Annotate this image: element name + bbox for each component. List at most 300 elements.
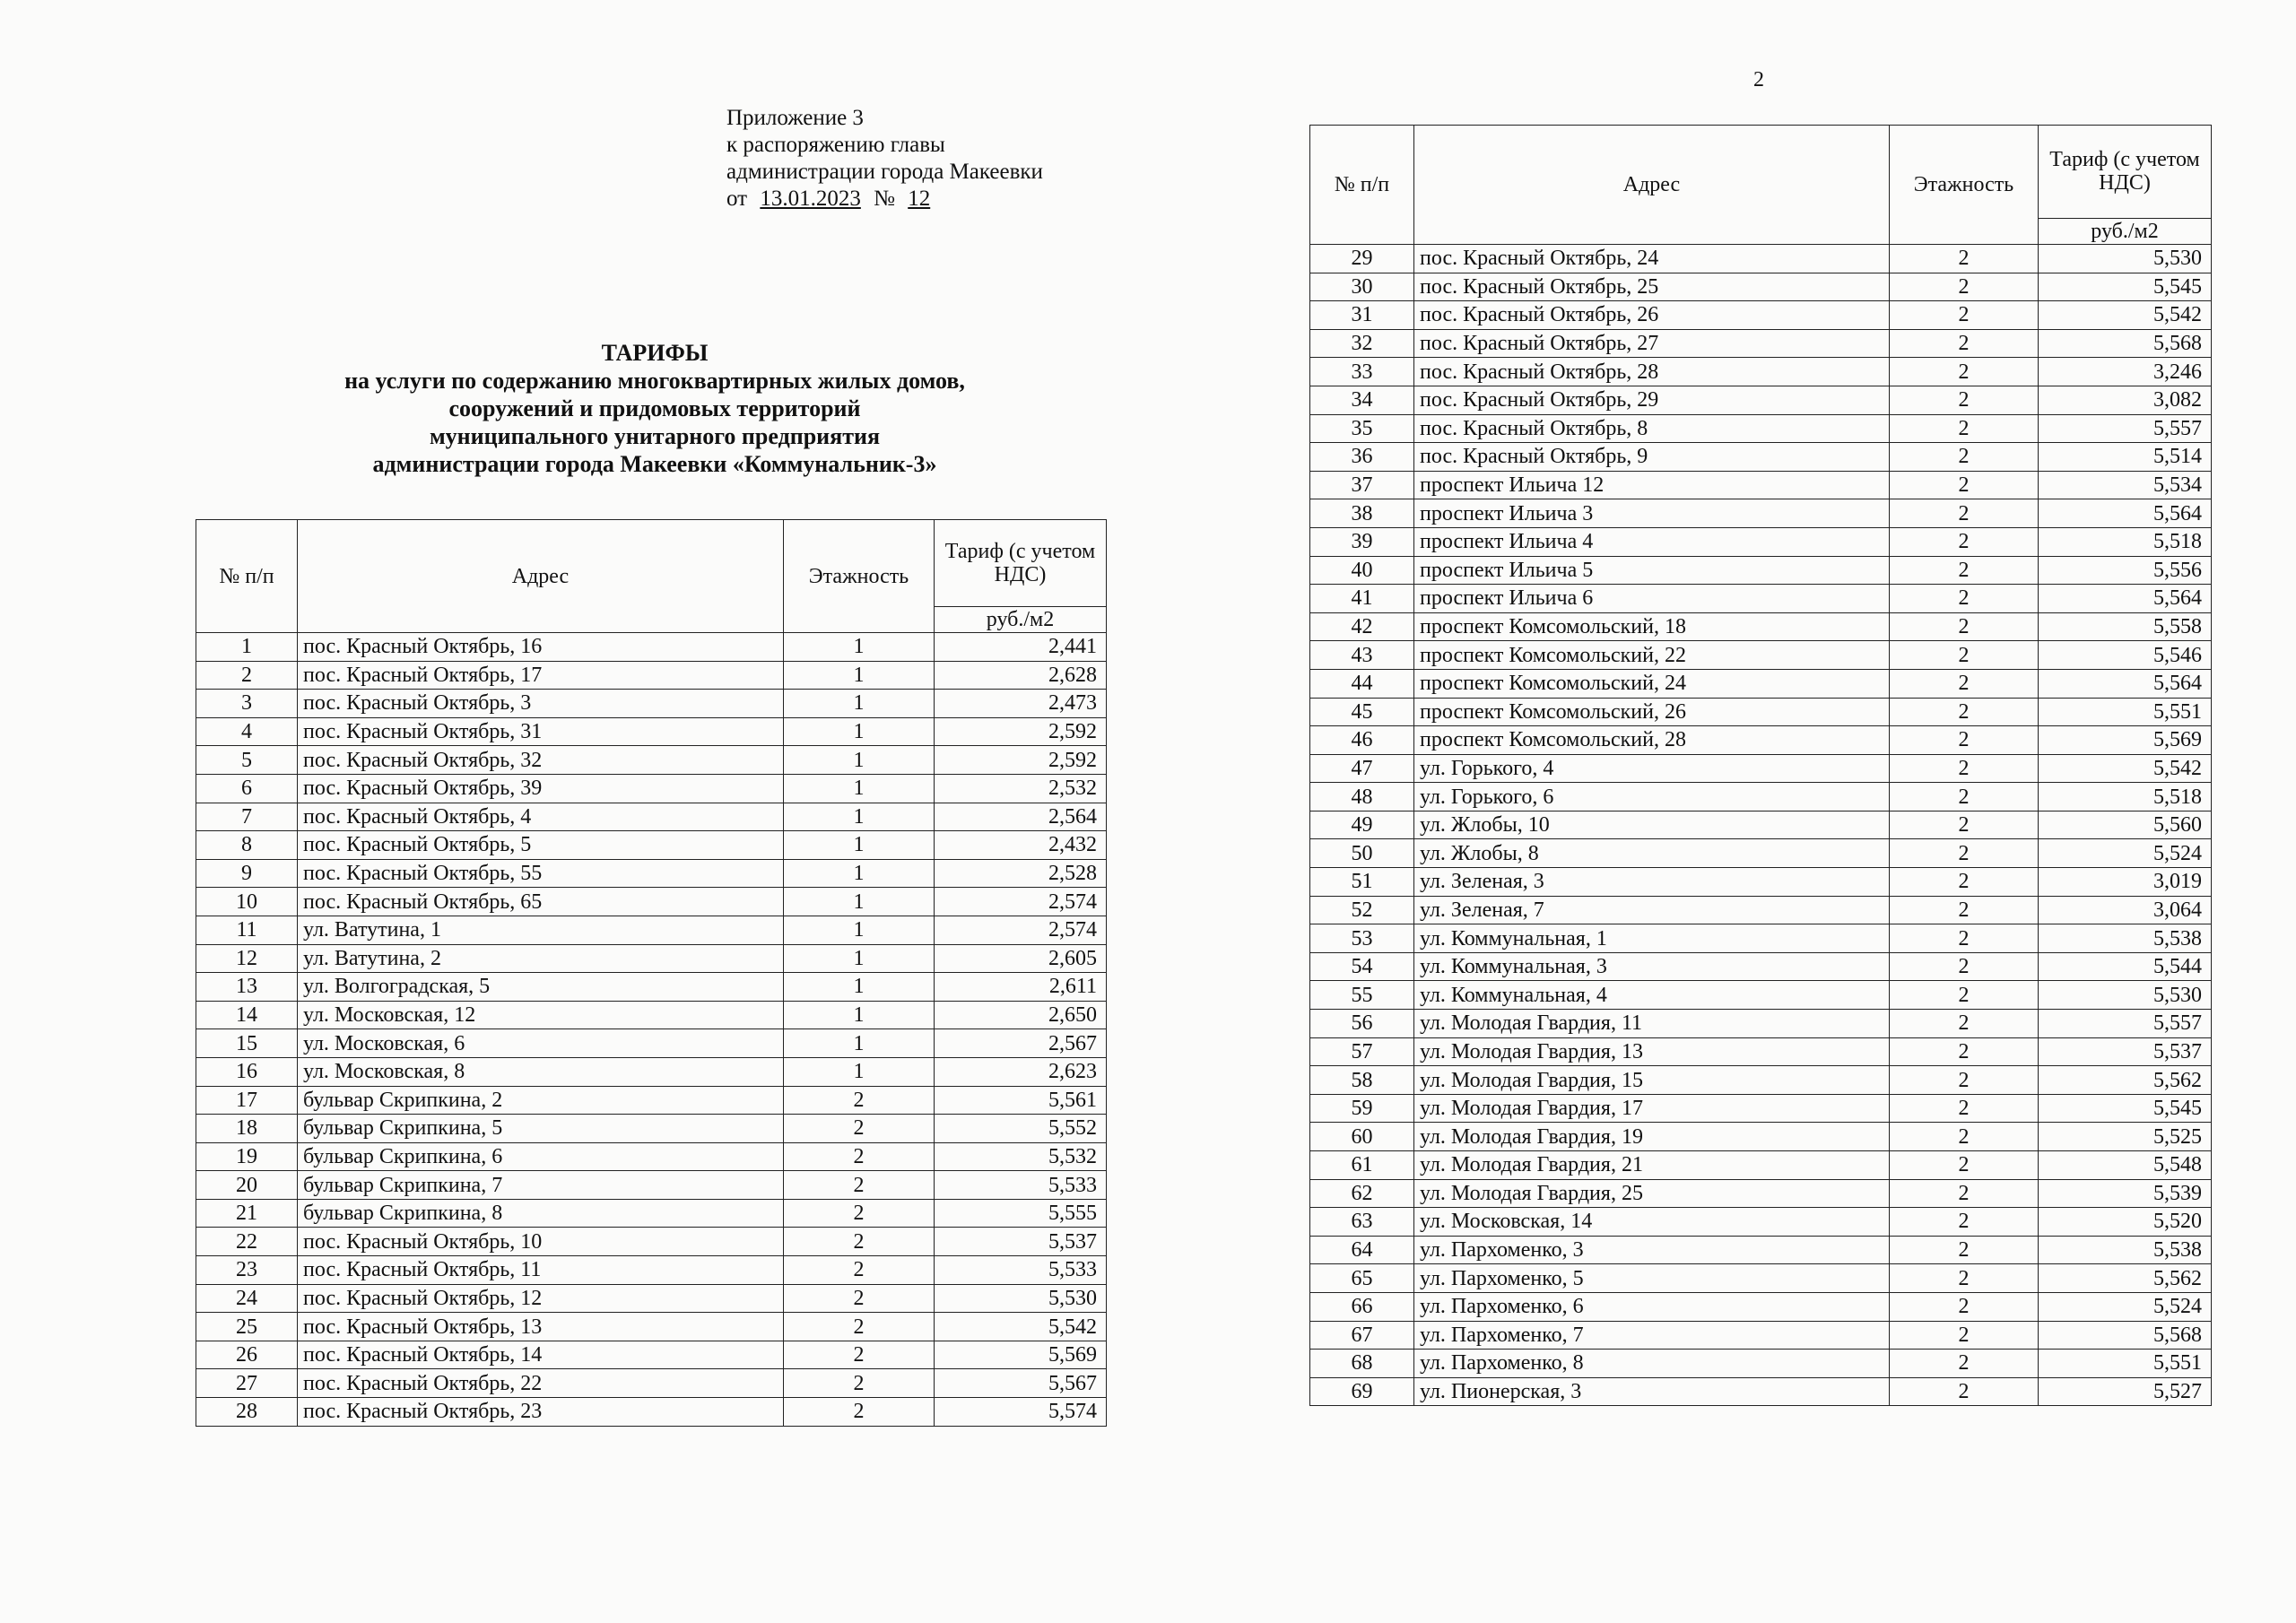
table-row — [196, 1313, 1107, 1341]
row-tariff: 2,432 — [935, 831, 1107, 860]
row-address: ул. Коммунальная, 4 — [1414, 981, 1890, 1010]
row-tariff: 5,545 — [2039, 1094, 2212, 1123]
row-address: ул. Московская, 14 — [1414, 1208, 1890, 1237]
row-tariff: 5,518 — [2039, 527, 2212, 556]
row-address: пос. Красный Октябрь, 9 — [1414, 443, 1890, 472]
row-tariff: 5,534 — [2039, 471, 2212, 499]
row-floors: 1 — [784, 1001, 935, 1029]
row-floors: 2 — [1890, 556, 2039, 585]
row-tariff: 2,592 — [935, 746, 1107, 775]
table-row — [196, 1341, 1107, 1369]
row-tariff: 5,530 — [2039, 981, 2212, 1010]
row-address: проспект Комсомольский, 22 — [1414, 641, 1890, 670]
row-tariff: 5,546 — [2039, 641, 2212, 670]
row-tariff: 2,473 — [935, 690, 1107, 718]
document-title — [296, 339, 1013, 478]
row-number: 22 — [196, 1228, 298, 1256]
row-floors: 1 — [784, 717, 935, 746]
table-body-page-1 — [196, 633, 1107, 1427]
row-tariff: 5,569 — [935, 1341, 1107, 1369]
table-row — [196, 1057, 1107, 1086]
row-address: пос. Красный Октябрь, 17 — [298, 661, 784, 690]
row-tariff: 2,574 — [935, 916, 1107, 944]
row-address: ул. Пархоменко, 5 — [1414, 1264, 1890, 1293]
row-floors: 2 — [1890, 1264, 2039, 1293]
row-number: 45 — [1310, 698, 1414, 726]
row-floors: 2 — [784, 1256, 935, 1285]
table-row — [1310, 698, 2212, 726]
table-row — [1310, 273, 2212, 301]
row-address: ул. Московская, 8 — [298, 1057, 784, 1086]
row-tariff: 2,574 — [935, 888, 1107, 916]
row-floors: 2 — [1890, 443, 2039, 472]
row-address: ул. Молодая Гвардия, 19 — [1414, 1123, 1890, 1151]
title-line-1: ТАРИФЫ — [601, 340, 709, 366]
row-number: 64 — [1310, 1236, 1414, 1264]
row-address: пос. Красный Октябрь, 26 — [1414, 301, 1890, 330]
row-floors: 2 — [1890, 471, 2039, 499]
row-address: ул. Молодая Гвардия, 15 — [1414, 1066, 1890, 1095]
row-address: ул. Коммунальная, 3 — [1414, 952, 1890, 981]
row-floors: 2 — [1890, 698, 2039, 726]
row-address: пос. Красный Октябрь, 12 — [298, 1284, 784, 1313]
row-floors: 2 — [1890, 1321, 2039, 1350]
table-row — [1310, 1151, 2212, 1180]
row-tariff: 5,542 — [2039, 301, 2212, 330]
row-address: ул. Московская, 6 — [298, 1029, 784, 1058]
table-row — [1310, 1037, 2212, 1066]
row-floors: 2 — [1890, 896, 2039, 924]
row-floors: 2 — [784, 1171, 935, 1200]
row-tariff: 5,562 — [2039, 1264, 2212, 1293]
table-row — [1310, 981, 2212, 1010]
row-number: 13 — [196, 973, 298, 1002]
row-address: пос. Красный Октябрь, 13 — [298, 1313, 784, 1341]
row-tariff: 3,082 — [2039, 386, 2212, 414]
row-tariff: 5,533 — [935, 1171, 1107, 1200]
row-tariff: 5,538 — [2039, 924, 2212, 953]
row-floors: 2 — [1890, 981, 2039, 1010]
page-2 — [1148, 0, 2296, 1623]
table-row — [1310, 1066, 2212, 1095]
row-floors: 1 — [784, 803, 935, 831]
row-number: 69 — [1310, 1377, 1414, 1406]
row-address: ул. Жлобы, 8 — [1414, 839, 1890, 868]
row-number: 3 — [196, 690, 298, 718]
col-header-unit: руб./м2 — [935, 607, 1107, 633]
table-row — [1310, 471, 2212, 499]
title-line-4: муниципального унитарного предприятия — [429, 423, 881, 449]
row-tariff: 2,564 — [935, 803, 1107, 831]
row-tariff: 5,532 — [935, 1142, 1107, 1171]
row-floors: 1 — [784, 661, 935, 690]
table-body-page-2 — [1310, 245, 2212, 1406]
row-number: 50 — [1310, 839, 1414, 868]
row-number: 18 — [196, 1115, 298, 1143]
table-row — [1310, 896, 2212, 924]
table-row — [1310, 301, 2212, 330]
row-address: ул. Пархоменко, 3 — [1414, 1236, 1890, 1264]
row-address: пос. Красный Октябрь, 65 — [298, 888, 784, 916]
row-number: 47 — [1310, 754, 1414, 783]
row-address: ул. Молодая Гвардия, 21 — [1414, 1151, 1890, 1180]
row-number: 41 — [1310, 585, 1414, 613]
row-number: 43 — [1310, 641, 1414, 670]
row-address: пос. Красный Октябрь, 3 — [298, 690, 784, 718]
row-tariff: 5,537 — [2039, 1037, 2212, 1066]
row-floors: 2 — [1890, 1123, 2039, 1151]
table-row — [196, 803, 1107, 831]
row-floors: 2 — [1890, 924, 2039, 953]
table-row — [1310, 811, 2212, 839]
row-number: 33 — [1310, 358, 1414, 386]
row-number: 24 — [196, 1284, 298, 1313]
table-row — [1310, 527, 2212, 556]
table-row — [196, 690, 1107, 718]
table-row — [196, 1115, 1107, 1143]
row-number: 17 — [196, 1086, 298, 1115]
row-floors: 2 — [1890, 245, 2039, 273]
row-address: ул. Зеленая, 3 — [1414, 868, 1890, 897]
table-row — [1310, 952, 2212, 981]
table-row — [196, 1171, 1107, 1200]
row-address: пос. Красный Октябрь, 23 — [298, 1398, 784, 1427]
row-number: 40 — [1310, 556, 1414, 585]
row-floors: 2 — [1890, 1010, 2039, 1038]
row-number: 1 — [196, 633, 298, 662]
row-address: бульвар Скрипкина, 8 — [298, 1199, 784, 1228]
appendix-order-ref: к распоряжению главы — [726, 133, 945, 157]
table-row — [196, 717, 1107, 746]
table-row — [1310, 839, 2212, 868]
row-address: пос. Красный Октябрь, 27 — [1414, 329, 1890, 358]
row-number: 26 — [196, 1341, 298, 1369]
table-row — [196, 746, 1107, 775]
row-tariff: 3,019 — [2039, 868, 2212, 897]
row-floors: 2 — [1890, 1037, 2039, 1066]
row-tariff: 5,560 — [2039, 811, 2212, 839]
table-row — [1310, 1236, 2212, 1264]
row-floors: 1 — [784, 746, 935, 775]
tariff-table-page-2 — [1309, 125, 2212, 1406]
row-tariff: 2,592 — [935, 717, 1107, 746]
table-row — [1310, 924, 2212, 953]
row-tariff: 5,568 — [2039, 329, 2212, 358]
row-number: 49 — [1310, 811, 1414, 839]
table-row — [1310, 641, 2212, 670]
table-row — [1310, 754, 2212, 783]
title-line-5: администрации города Макеевки «Коммунальник-3» — [372, 451, 937, 477]
row-address: ул. Жлобы, 10 — [1414, 811, 1890, 839]
row-address: ул. Молодая Гвардия, 11 — [1414, 1010, 1890, 1038]
row-number: 42 — [1310, 612, 1414, 641]
row-number: 63 — [1310, 1208, 1414, 1237]
table-row — [1310, 1208, 2212, 1237]
row-number: 10 — [196, 888, 298, 916]
table-row — [1310, 585, 2212, 613]
row-number: 8 — [196, 831, 298, 860]
table-row — [1310, 443, 2212, 472]
col-header-unit: руб./м2 — [2039, 218, 2212, 244]
row-floors: 2 — [1890, 1179, 2039, 1208]
row-floors: 1 — [784, 774, 935, 803]
table-row — [196, 1029, 1107, 1058]
row-floors: 2 — [1890, 1066, 2039, 1095]
row-floors: 2 — [1890, 1350, 2039, 1378]
row-number: 37 — [1310, 471, 1414, 499]
row-number: 60 — [1310, 1123, 1414, 1151]
table-row — [196, 944, 1107, 973]
row-address: проспект Ильича 12 — [1414, 471, 1890, 499]
row-number: 21 — [196, 1199, 298, 1228]
row-address: проспект Комсомольский, 28 — [1414, 726, 1890, 755]
row-number: 19 — [196, 1142, 298, 1171]
row-address: ул. Пархоменко, 7 — [1414, 1321, 1890, 1350]
row-address: пос. Красный Октябрь, 25 — [1414, 273, 1890, 301]
row-address: проспект Комсомольский, 24 — [1414, 669, 1890, 698]
row-floors: 1 — [784, 831, 935, 860]
table-row — [1310, 612, 2212, 641]
title-line-3: сооружений и придомовых территорий — [448, 395, 861, 421]
table-row — [196, 1256, 1107, 1285]
row-floors: 2 — [1890, 952, 2039, 981]
row-floors: 2 — [1890, 868, 2039, 897]
row-address: ул. Молодая Гвардия, 13 — [1414, 1037, 1890, 1066]
row-address: ул. Горького, 4 — [1414, 754, 1890, 783]
row-address: пос. Красный Октябрь, 24 — [1414, 245, 1890, 273]
appendix-header — [726, 105, 1043, 213]
table-row — [1310, 1179, 2212, 1208]
row-tariff: 5,564 — [2039, 585, 2212, 613]
row-floors: 2 — [1890, 499, 2039, 528]
row-number: 55 — [1310, 981, 1414, 1010]
row-tariff: 5,555 — [935, 1199, 1107, 1228]
table-row — [196, 633, 1107, 662]
row-floors: 2 — [1890, 301, 2039, 330]
row-address: проспект Комсомольский, 26 — [1414, 698, 1890, 726]
row-tariff: 5,567 — [935, 1369, 1107, 1398]
row-floors: 2 — [1890, 358, 2039, 386]
row-address: проспект Комсомольский, 18 — [1414, 612, 1890, 641]
row-floors: 2 — [784, 1341, 935, 1369]
row-number: 7 — [196, 803, 298, 831]
row-address: проспект Ильича 4 — [1414, 527, 1890, 556]
row-tariff: 5,542 — [2039, 754, 2212, 783]
row-tariff: 5,556 — [2039, 556, 2212, 585]
row-number: 16 — [196, 1057, 298, 1086]
row-number: 12 — [196, 944, 298, 973]
row-tariff: 5,562 — [2039, 1066, 2212, 1095]
col-header-num: № п/п — [196, 520, 298, 633]
col-header-num: № п/п — [1310, 126, 1414, 245]
row-number: 52 — [1310, 896, 1414, 924]
row-floors: 2 — [1890, 612, 2039, 641]
row-tariff: 5,548 — [2039, 1151, 2212, 1180]
row-floors: 2 — [784, 1142, 935, 1171]
row-tariff: 5,514 — [2039, 443, 2212, 472]
row-address: проспект Ильича 3 — [1414, 499, 1890, 528]
row-tariff: 2,611 — [935, 973, 1107, 1002]
row-number: 28 — [196, 1398, 298, 1427]
row-number: 34 — [1310, 386, 1414, 414]
row-number: 5 — [196, 746, 298, 775]
row-tariff: 5,551 — [2039, 1350, 2212, 1378]
page-number: 2 — [1753, 68, 1764, 91]
row-floors: 2 — [1890, 839, 2039, 868]
row-address: ул. Горького, 6 — [1414, 783, 1890, 812]
row-number: 36 — [1310, 443, 1414, 472]
row-address: ул. Московская, 12 — [298, 1001, 784, 1029]
row-number: 30 — [1310, 273, 1414, 301]
tariff-table-page-1 — [196, 519, 1107, 1427]
row-number: 23 — [196, 1256, 298, 1285]
row-number: 32 — [1310, 329, 1414, 358]
row-address: ул. Зеленая, 7 — [1414, 896, 1890, 924]
row-floors: 1 — [784, 1057, 935, 1086]
row-address: пос. Красный Октябрь, 16 — [298, 633, 784, 662]
row-number: 57 — [1310, 1037, 1414, 1066]
table-row — [1310, 556, 2212, 585]
row-address: пос. Красный Октябрь, 55 — [298, 859, 784, 888]
row-address: ул. Волгоградская, 5 — [298, 973, 784, 1002]
table-row — [196, 1142, 1107, 1171]
table-row — [196, 1369, 1107, 1398]
row-address: бульвар Скрипкина, 6 — [298, 1142, 784, 1171]
col-header-tariff: Тариф (с учетом НДС) — [2039, 126, 2212, 219]
row-address: пос. Красный Октябрь, 28 — [1414, 358, 1890, 386]
row-floors: 2 — [1890, 414, 2039, 443]
row-tariff: 5,520 — [2039, 1208, 2212, 1237]
row-floors: 2 — [784, 1369, 935, 1398]
table-row — [1310, 499, 2212, 528]
row-floors: 1 — [784, 1029, 935, 1058]
row-address: ул. Молодая Гвардия, 25 — [1414, 1179, 1890, 1208]
table-row — [196, 1086, 1107, 1115]
table-row — [1310, 1350, 2212, 1378]
col-header-floors: Этажность — [784, 520, 935, 633]
row-address: проспект Ильича 5 — [1414, 556, 1890, 585]
row-number: 67 — [1310, 1321, 1414, 1350]
row-tariff: 5,518 — [2039, 783, 2212, 812]
row-tariff: 5,524 — [2039, 1292, 2212, 1321]
appendix-date-line — [726, 186, 1043, 213]
table-row — [1310, 868, 2212, 897]
row-floors: 2 — [1890, 527, 2039, 556]
row-floors: 1 — [784, 944, 935, 973]
row-tariff: 2,605 — [935, 944, 1107, 973]
row-number: 27 — [196, 1369, 298, 1398]
row-tariff: 5,527 — [2039, 1377, 2212, 1406]
row-tariff: 5,557 — [2039, 1010, 2212, 1038]
row-address: пос. Красный Октябрь, 5 — [298, 831, 784, 860]
row-address: ул. Ватутина, 1 — [298, 916, 784, 944]
table-row — [1310, 1321, 2212, 1350]
row-tariff: 5,545 — [2039, 273, 2212, 301]
row-address: бульвар Скрипкина, 5 — [298, 1115, 784, 1143]
row-tariff: 5,542 — [935, 1313, 1107, 1341]
row-tariff: 5,564 — [2039, 499, 2212, 528]
row-tariff: 5,564 — [2039, 669, 2212, 698]
row-number: 51 — [1310, 868, 1414, 897]
table-row — [196, 1228, 1107, 1256]
row-number: 56 — [1310, 1010, 1414, 1038]
row-number: 35 — [1310, 414, 1414, 443]
row-address: бульвар Скрипкина, 7 — [298, 1171, 784, 1200]
row-tariff: 2,441 — [935, 633, 1107, 662]
date-prefix: от — [726, 187, 748, 211]
row-tariff: 5,544 — [2039, 952, 2212, 981]
row-floors: 2 — [784, 1199, 935, 1228]
row-number: 62 — [1310, 1179, 1414, 1208]
row-tariff: 5,558 — [2039, 612, 2212, 641]
row-floors: 1 — [784, 888, 935, 916]
row-floors: 1 — [784, 633, 935, 662]
row-floors: 2 — [1890, 1236, 2039, 1264]
row-tariff: 2,628 — [935, 661, 1107, 690]
row-address: пос. Красный Октябрь, 29 — [1414, 386, 1890, 414]
row-tariff: 5,533 — [935, 1256, 1107, 1285]
row-address: ул. Пионерская, 3 — [1414, 1377, 1890, 1406]
row-address: пос. Красный Октябрь, 32 — [298, 746, 784, 775]
row-address: ул. Пархоменко, 6 — [1414, 1292, 1890, 1321]
appendix-administration: администрации города Макеевки — [726, 160, 1043, 184]
row-floors: 2 — [1890, 329, 2039, 358]
table-row — [1310, 726, 2212, 755]
table-row — [1310, 783, 2212, 812]
table-row — [1310, 358, 2212, 386]
table-row — [1310, 1094, 2212, 1123]
row-address: пос. Красный Октябрь, 10 — [298, 1228, 784, 1256]
table-row — [196, 888, 1107, 916]
row-number: 53 — [1310, 924, 1414, 953]
row-tariff: 3,246 — [2039, 358, 2212, 386]
col-header-address: Адрес — [298, 520, 784, 633]
table-row — [1310, 245, 2212, 273]
row-address: ул. Ватутина, 2 — [298, 944, 784, 973]
row-tariff: 5,539 — [2039, 1179, 2212, 1208]
row-floors: 2 — [1890, 641, 2039, 670]
row-address: ул. Молодая Гвардия, 17 — [1414, 1094, 1890, 1123]
table-row — [1310, 1010, 2212, 1038]
row-tariff: 5,552 — [935, 1115, 1107, 1143]
table-row — [1310, 1123, 2212, 1151]
table-row — [1310, 1377, 2212, 1406]
table-row — [196, 1199, 1107, 1228]
row-floors: 2 — [1890, 1094, 2039, 1123]
row-tariff: 5,569 — [2039, 726, 2212, 755]
row-tariff: 2,532 — [935, 774, 1107, 803]
row-address: пос. Красный Октябрь, 31 — [298, 717, 784, 746]
table-row — [1310, 386, 2212, 414]
row-address: ул. Коммунальная, 1 — [1414, 924, 1890, 953]
row-tariff: 5,524 — [2039, 839, 2212, 868]
table-row — [196, 1001, 1107, 1029]
number-sign: № — [874, 187, 895, 211]
row-address: бульвар Скрипкина, 2 — [298, 1086, 784, 1115]
row-number: 4 — [196, 717, 298, 746]
row-number: 44 — [1310, 669, 1414, 698]
row-number: 14 — [196, 1001, 298, 1029]
row-number: 6 — [196, 774, 298, 803]
row-number: 29 — [1310, 245, 1414, 273]
row-number: 11 — [196, 916, 298, 944]
table-row — [1310, 1264, 2212, 1293]
col-header-floors: Этажность — [1890, 126, 2039, 245]
row-tariff: 2,567 — [935, 1029, 1107, 1058]
row-address: пос. Красный Октябрь, 22 — [298, 1369, 784, 1398]
row-address: ул. Пархоменко, 8 — [1414, 1350, 1890, 1378]
order-number: 12 — [908, 187, 931, 211]
